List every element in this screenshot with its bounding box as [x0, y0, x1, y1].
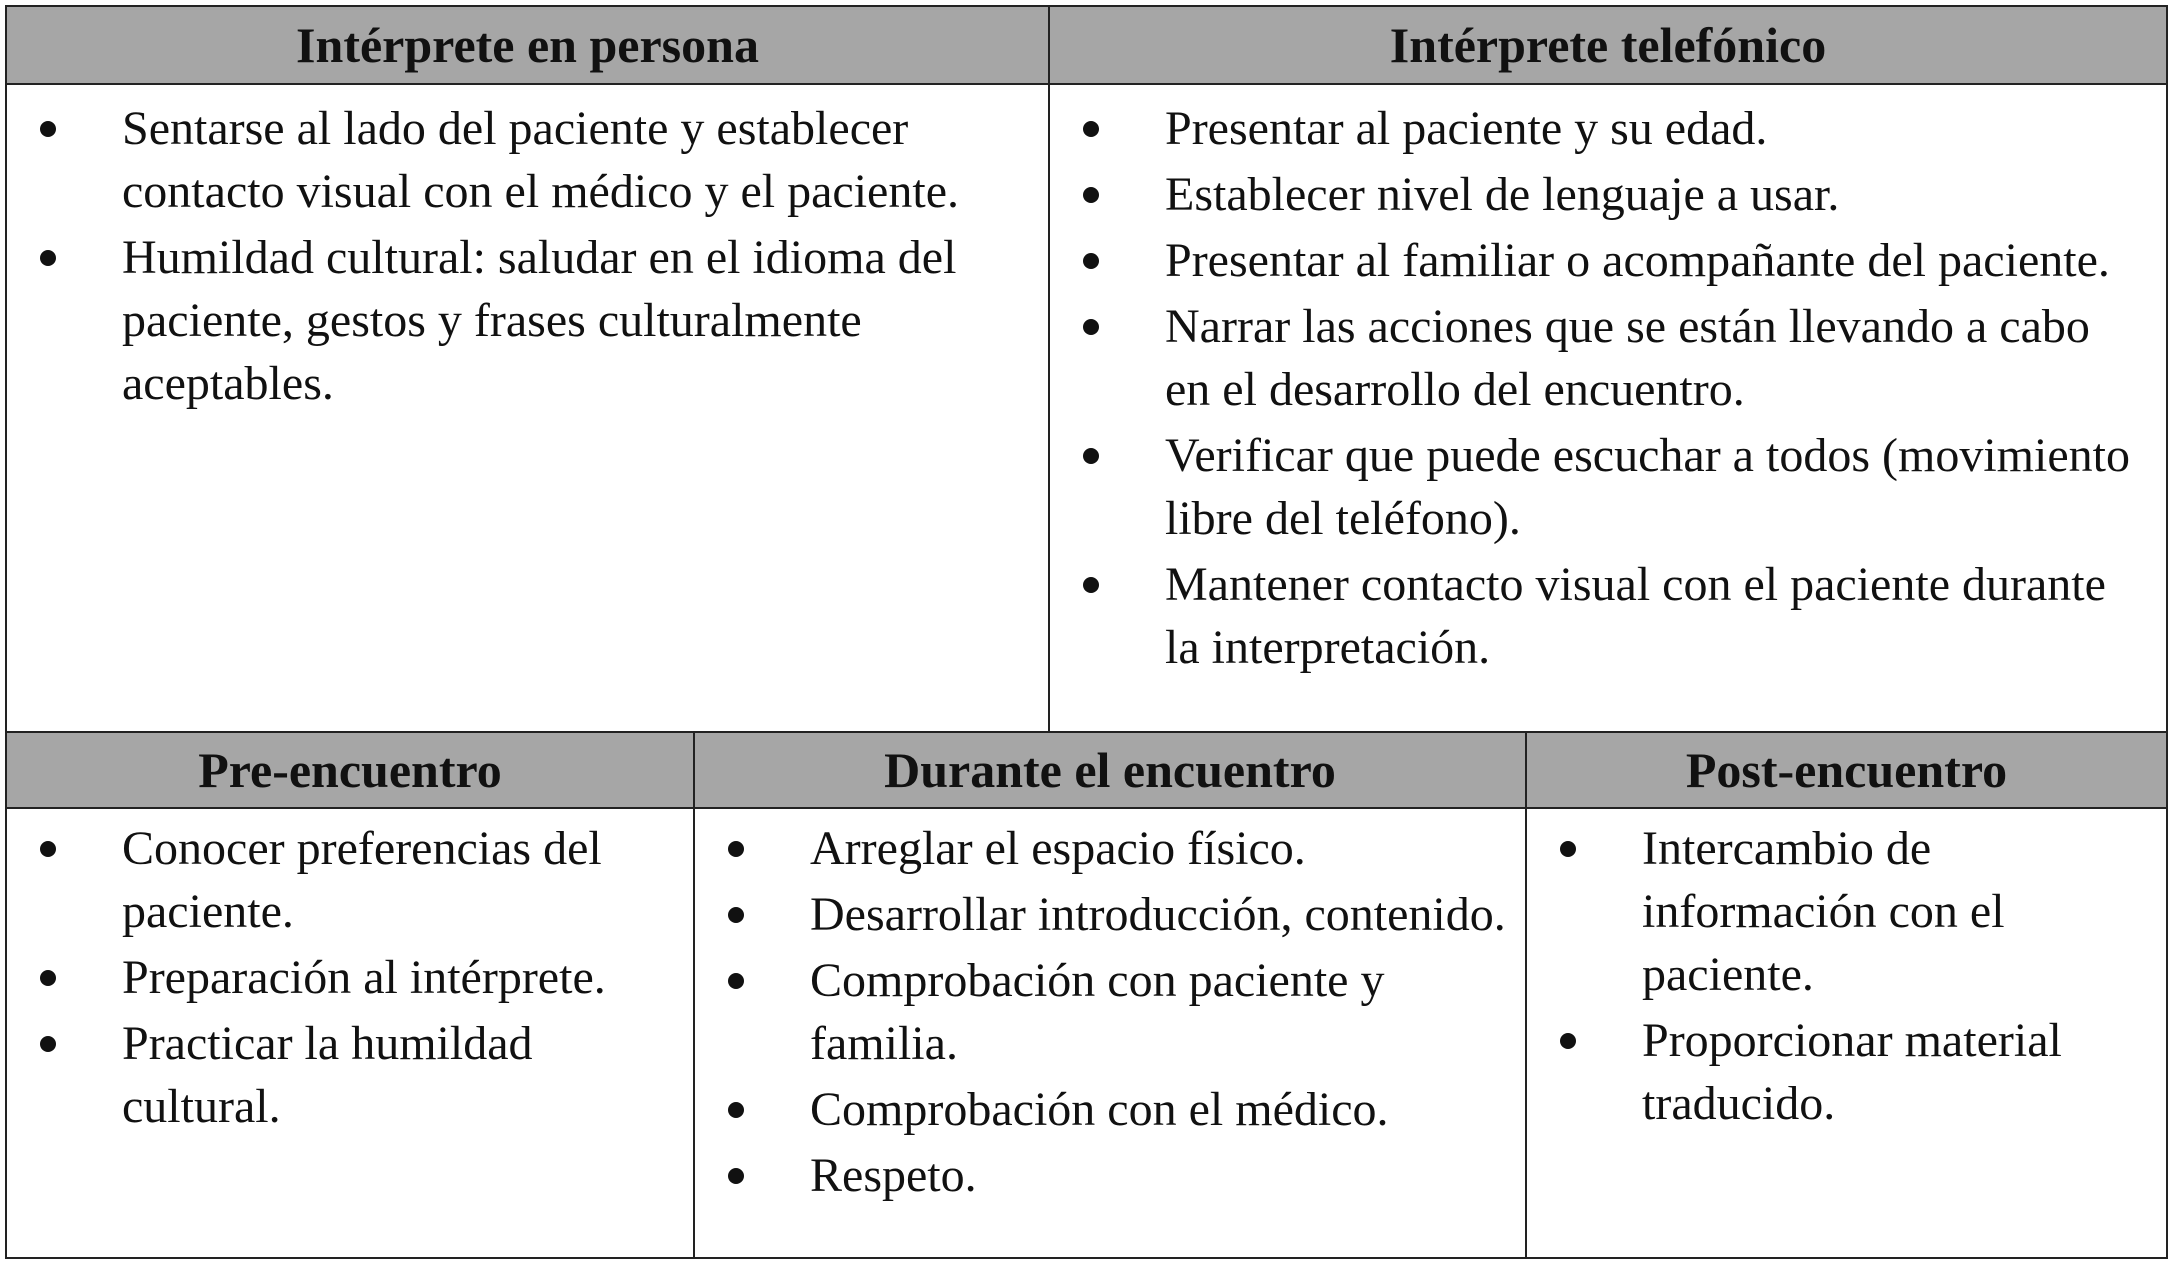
list-item: [1050, 97, 2146, 160]
bullet-icon: [1083, 187, 1099, 203]
cell-phone-interpreter: [1050, 87, 2166, 732]
list-item-text: Narrar las acciones que se están llevando a cabo en el desarrollo del encuentro.: [1165, 300, 2090, 416]
list-item-text: Establecer nivel de lenguaje a usar.: [1165, 168, 1840, 221]
cell-pre-encounter: [7, 811, 693, 1257]
bullet-list: [695, 817, 1515, 1207]
header-pre-encounter: [7, 733, 693, 809]
list-item-text: Presentar al familiar o acompañante del paciente.: [1165, 234, 2110, 287]
list-item-text: Arreglar el espacio físico.: [810, 822, 1306, 875]
bullet-icon: [728, 1168, 744, 1184]
list-item-text: Respeto.: [810, 1149, 977, 1202]
list-item-text: Presentar al paciente y su edad.: [1165, 102, 1768, 155]
list-item: [695, 949, 1515, 1075]
bullet-icon: [1083, 121, 1099, 137]
bullet-icon: [40, 1036, 56, 1052]
bullet-list: [7, 97, 1028, 415]
bullet-icon: [728, 973, 744, 989]
list-item-text: Desarrollar introducción, contenido.: [810, 888, 1506, 941]
bullet-icon: [1083, 448, 1099, 464]
list-item-text: Comprobación con paciente y familia.: [810, 954, 1385, 1070]
list-item: [1050, 424, 2146, 550]
cell-in-person-interpreter: [7, 87, 1048, 732]
list-item-text: Humildad cultural: saludar en el idioma del paciente, gestos y frases culturalmente aceptables.: [122, 231, 957, 410]
bullet-list: [1050, 97, 2146, 679]
list-item-text: Comprobación con el médico.: [810, 1083, 1389, 1136]
bullet-icon: [1560, 841, 1576, 857]
bullet-icon: [1083, 319, 1099, 335]
bullet-icon: [1083, 577, 1099, 593]
list-item-text: Verificar que puede escuchar a todos (movimiento libre del teléfono).: [1165, 429, 2130, 545]
bullet-icon: [1083, 253, 1099, 269]
list-item: [7, 817, 683, 943]
interpreter-guidelines-table: [5, 5, 2168, 1259]
bullet-icon: [40, 841, 56, 857]
list-item: [1527, 817, 2156, 1006]
header-in-person-interpreter: [7, 7, 1048, 85]
bullet-icon: [40, 121, 56, 137]
list-item: [1050, 295, 2146, 421]
column-divider: [1525, 733, 1527, 1257]
column-divider: [693, 733, 695, 1257]
list-item: [1050, 229, 2146, 292]
bullet-icon: [728, 907, 744, 923]
column-divider: [1048, 7, 1050, 733]
list-item: [7, 97, 1028, 223]
header-label: Post-encuentro: [1685, 742, 2008, 798]
header-phone-interpreter: [1050, 7, 2166, 85]
list-item-text: Conocer preferencias del paciente.: [122, 822, 602, 938]
list-item: [695, 1144, 1515, 1207]
list-item: [7, 1012, 683, 1138]
bullet-icon: [1560, 1033, 1576, 1049]
list-item: [7, 226, 1028, 415]
list-item-text: Sentarse al lado del paciente y establecer contacto visual con el médico y el paciente.: [122, 102, 959, 218]
list-item-text: Proporcionar material traducido.: [1642, 1014, 2062, 1130]
list-item-text: Practicar la humildad cultural.: [122, 1017, 533, 1133]
list-item-text: Intercambio de información con el paciente.: [1642, 822, 2005, 1001]
bullet-list: [7, 817, 683, 1138]
list-item: [7, 946, 683, 1009]
list-item-text: Mantener contacto visual con el paciente durante la interpretación.: [1165, 558, 2106, 674]
bullet-icon: [728, 841, 744, 857]
header-post-encounter: [1527, 733, 2166, 809]
cell-during-encounter: [695, 811, 1525, 1257]
bullet-icon: [728, 1102, 744, 1118]
list-item: [695, 1078, 1515, 1141]
list-item: [695, 817, 1515, 880]
bullet-list: [1527, 817, 2156, 1135]
header-label: Intérprete telefónico: [1389, 17, 1827, 73]
list-item: [1050, 163, 2146, 226]
header-label: Durante el encuentro: [884, 742, 1336, 798]
header-label: Intérprete en persona: [296, 17, 759, 73]
cell-post-encounter: [1527, 811, 2166, 1257]
header-during-encounter: [695, 733, 1525, 809]
list-item: [1527, 1009, 2156, 1135]
list-item-text: Preparación al intérprete.: [122, 951, 606, 1004]
bullet-icon: [40, 250, 56, 266]
bullet-icon: [40, 970, 56, 986]
list-item: [1050, 553, 2146, 679]
list-item: [695, 883, 1515, 946]
header-label: Pre-encuentro: [198, 742, 502, 798]
